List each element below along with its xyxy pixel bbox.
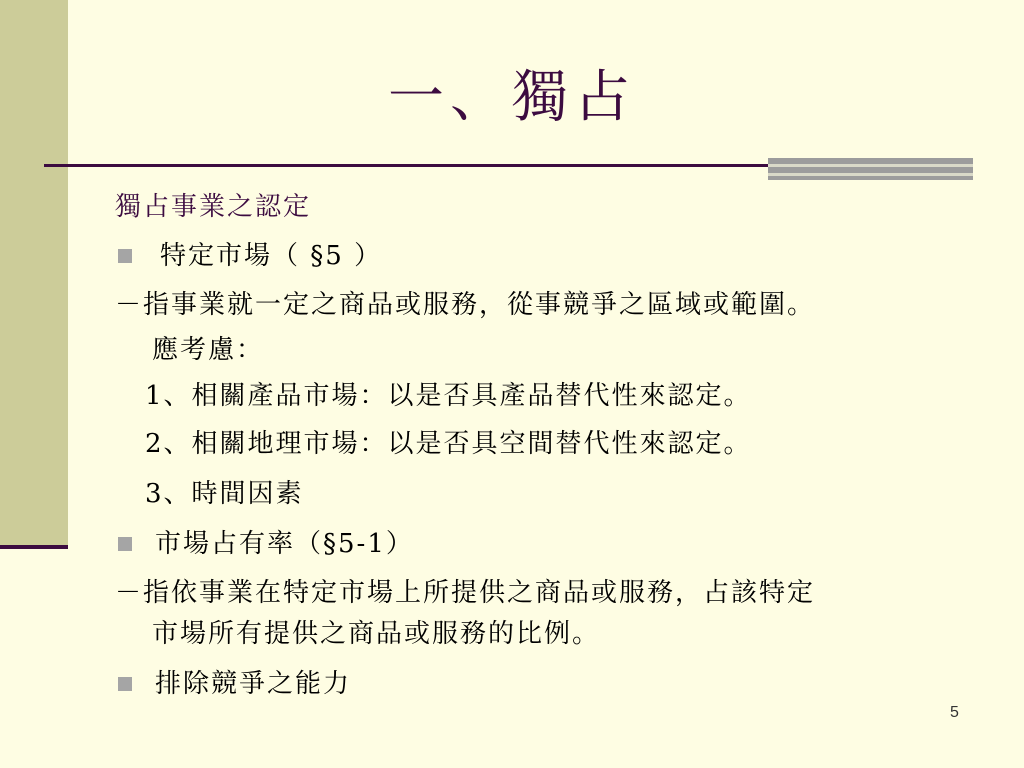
title-rule [44,164,774,167]
bullet-square-icon [118,537,132,551]
section-heading: 獨占事業之認定 [115,192,312,222]
market-definition-line-1: －指事業就一定之商品或服務，從事競爭之區域或範圍。 [115,290,816,320]
bullet-market-share: 市場占有率（§5-1） [155,529,414,559]
page-number: 5 [950,704,959,721]
bullet-exclusion-ability: 排除競爭之能力 [155,669,352,699]
left-bar-rule [0,545,68,549]
bullet-specific-market: 特定市場（ §5 ） [160,241,383,271]
factor-time: 3、時間因素 [145,479,304,509]
slide-title: 一、獨占 [388,65,636,130]
bullet-square-icon [118,249,132,263]
title-rule-block [768,158,973,180]
bullet-square-icon [118,677,132,691]
factor-product-market: 1、相關產品市場：以是否具產品替代性來認定。 [145,381,752,411]
market-share-line-2: 市場所有提供之商品或服務的比例。 [152,619,601,649]
market-share-line-1: －指依事業在特定市場上所提供之商品或服務，占該特定 [115,578,816,608]
market-definition-line-2: 應考慮： [152,335,265,365]
factor-geographic-market: 2、相關地理市場：以是否具空間替代性來認定。 [145,429,752,459]
